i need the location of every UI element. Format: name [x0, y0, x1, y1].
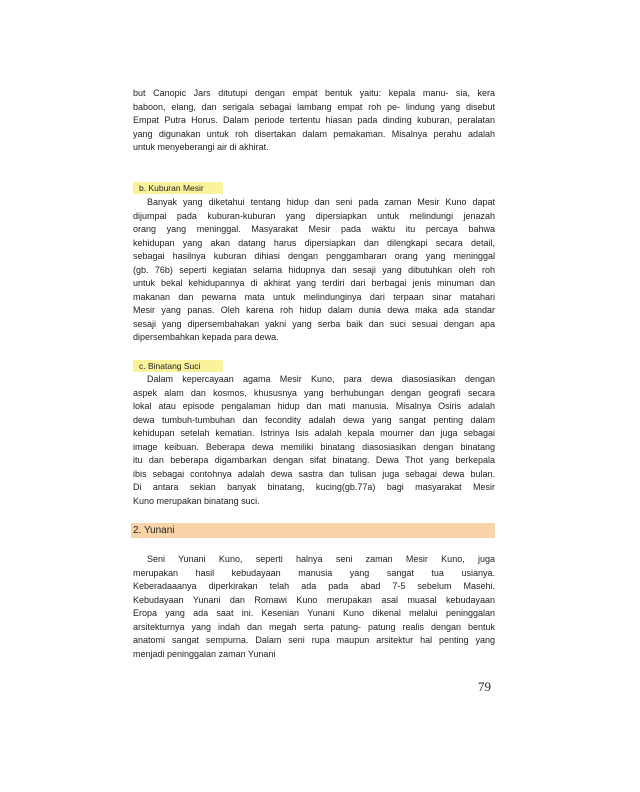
text-line: dipersembahkan kepada para dewa.: [133, 332, 279, 342]
section-heading-yunani: 2. Yunani: [131, 523, 495, 538]
text-line: (gb. 76b) seperti kegiatan selama hidupnya dan sesaji yang dibutuhkan oleh roh: [133, 264, 495, 275]
page-number: 79: [478, 679, 491, 694]
text-line: dijumpai pada kuburan-kuburan yang dipersiapkan untuk melindungi jenazah: [133, 210, 495, 221]
text-line: Di antara sekian banyak binatang, kucing(gb.77a) bagi masyarakat Mesir: [133, 482, 495, 492]
text-line: arsitekturnya yang indah dan megah serta patung- patung realis dengan bentuk: [133, 621, 495, 632]
text-line: untuk bekal kehidupannya di akhirat yang terdiri dari berbagai jenis minuman dan: [133, 278, 495, 288]
paragraph-kuburan-mesir: [133, 196, 495, 345]
text-line: Banyak yang diketahui tentang hidup dan seni pada zaman Mesir Kuno dapat: [147, 197, 495, 207]
text-line: menjadi peninggalan zaman Yunani: [133, 648, 276, 659]
text-line: Empat Putra Horus. Dalam periode tertentu hiasan pada dinding kuburan, peralatan: [133, 115, 495, 125]
text-line: Dalam kepercayaan agama Mesir Kuno, para dewa diasosiasikan dengan: [147, 374, 495, 384]
text-line: itu dan beberapa digambarkan dengan sifat binatang. Dewa Thot yang berkepala: [133, 455, 495, 465]
text-line: untuk menyeberangi air di akhirat.: [133, 142, 269, 152]
subheading-kuburan-mesir: b. Kuburan Mesir: [133, 182, 223, 194]
text-line: image keibuan. Beberapa dewa memiliki binatang diasosiasikan dengan binatang: [133, 441, 495, 452]
text-line: Keberadaaanya diperkirakan telah ada pada abad 7-5 sebelum Masehi.: [133, 581, 495, 591]
text-line: dewa tumbuh-tumbuhan dan fecondity adalah dewa yang sangat penting dalam: [133, 414, 495, 425]
paragraph-binatang-suci: [133, 373, 495, 508]
text-line: aspek alam dan kosmos, khususnya yang berhubungan dengan geografi secara: [133, 387, 495, 398]
text-line: yang digunakan untuk roh disertakan dalam pemakaman. Misalnya perahu adalah: [133, 128, 495, 139]
text-line: merupakan hasil kebudayaan manusia yang sangat tua usianya.: [133, 567, 495, 578]
text-line: Kuno merupakan binatang suci.: [133, 495, 260, 506]
text-line: sebagai hasilnya kuburan dihiasi dengan penggambaran orang yang meninggal: [133, 251, 495, 261]
paragraph-canopic-jars: [133, 87, 495, 155]
text-line: ibis sebagai contohnya adalah dewa sastra dan tulisan juga sebagai dewa bulan.: [133, 468, 495, 479]
paragraph-yunani: [133, 553, 495, 661]
subheading-binatang-suci: c. Binatang Suci: [133, 360, 223, 372]
text-line: lokal atau episode pengalaman hidup dan mati manusia. Misalnya Osiris adalah: [133, 401, 495, 411]
text-line: Eropa yang ada saat ini. Kesenian Yunani Kuno dikenal melalui peninggalan: [133, 608, 495, 618]
text-line: orang yang meninggal. Masyarakat Mesir pada waktu itu percaya bahwa: [133, 224, 495, 234]
text-line: baboon, elang, dan serigala sebagai lambang empat roh pe- lindung yang disebut: [133, 101, 495, 112]
text-line: anatomi sangat sempurna. Dalam seni rupa maupun arsitektur hal penting yang: [133, 635, 495, 645]
text-line: Seni Yunani Kuno, seperti halnya seni zaman Mesir Kuno, juga: [147, 554, 495, 564]
text-line: kehidupan yang akan datang harus dipersiapkan dan dilengkapi secara detail,: [133, 237, 495, 248]
text-line: kehidupan setelah kematian. Istrinya Isis adalah kepala mourner dan juga sebagai: [133, 428, 495, 438]
text-line: Mesir yang panas. Oleh karena roh hidup dalam dunia dewa maka ada standar: [133, 305, 495, 315]
text-line: makanan dan pewarna mata untuk melindunginya dari terpaan sinar matahari: [133, 291, 495, 302]
text-line: sesaji yang dipersembahakan yakni yang serba baik dan suci sesuai dengan apa: [133, 318, 495, 329]
text-line: but Canopic Jars ditutupi dengan empat bentuk yaitu: kepala manu- sia, kera: [133, 88, 495, 98]
text-line: Kebudayaan Yunani dan Romawi Kuno merupakan asal muasal kebudayaan: [133, 594, 495, 605]
